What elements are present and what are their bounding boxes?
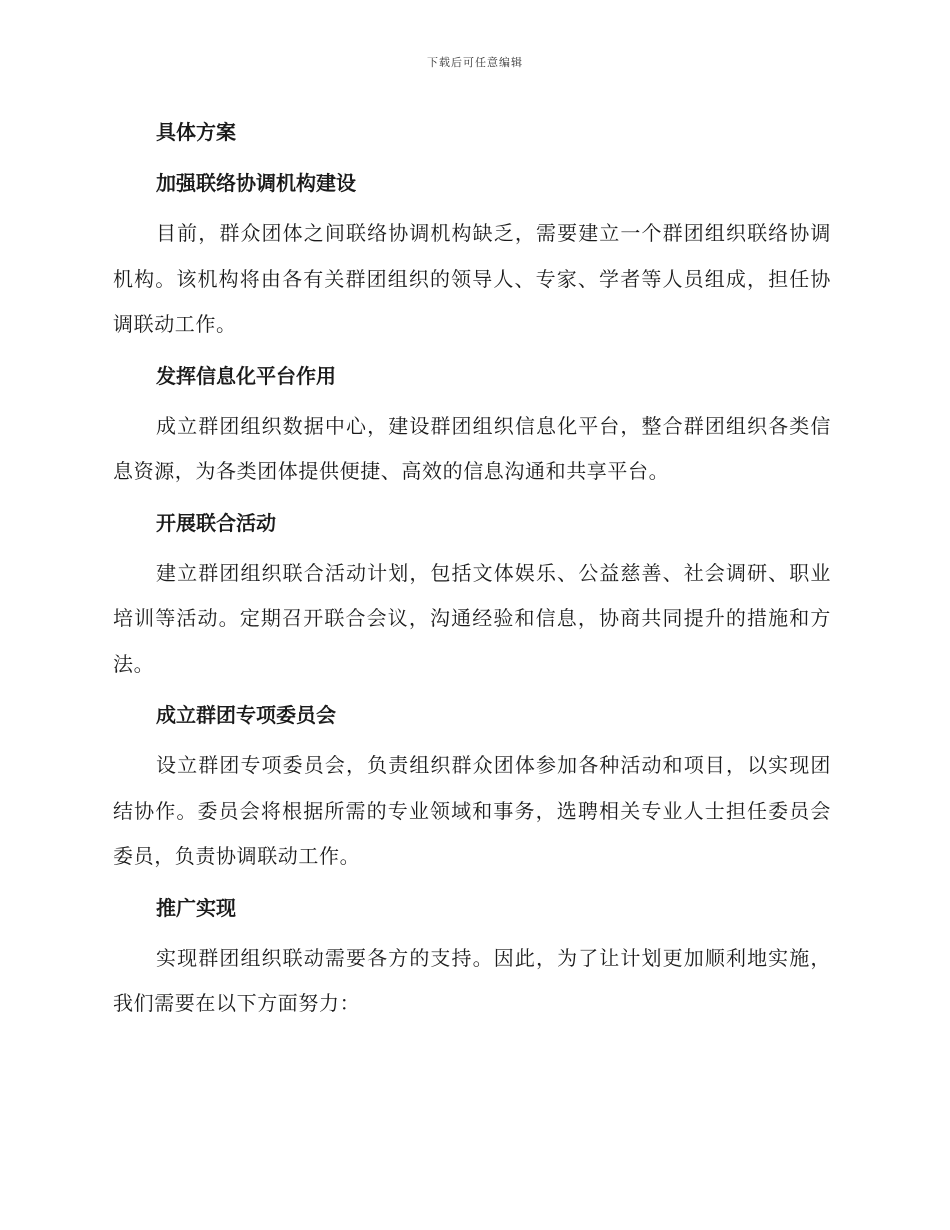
section-heading: 发挥信息化平台作用 — [156, 363, 336, 388]
section-paragraph: 建立群团组织联合活动计划，包括文体娱乐、公益慈善、社会调研、职业培训等活动。定期召开联合会议，沟通经验和信息，协商共同提升的措施和方法。 — [113, 560, 831, 676]
section-heading: 成立群团专项委员会 — [156, 703, 336, 727]
section-paragraph: 成立群团组织数据中心，建设群团组织信息化平台，整合群团组织各类信息资源，为各类团体提供便捷、高效的信息沟通和共享平台。 — [113, 413, 831, 483]
section-heading: 加强联络协调机构建设 — [156, 171, 356, 195]
section-heading: 开展联合活动 — [156, 510, 276, 535]
section-paragraph: 目前，群众团体之间联络协调机构缺乏，需要建立一个群团组织联络协调机构。该机构将由各有关群团组织的领导人、专家、学者等人员组成，担任协调联动工作。 — [113, 221, 831, 336]
document-body — [113, 104, 831, 1032]
section-paragraph: 设立群团专项委员会，负责组织群众团体参加各种活动和项目，以实现团结协作。委员会将根据所需的专业领域和事务，选聘相关专业人士担任委员会委员，负责协调联动工作。 — [113, 753, 831, 868]
section-heading: 推广实现 — [156, 895, 236, 920]
section-heading: 具体方案 — [156, 120, 236, 144]
section-paragraph: 实现群团组织联动需要各方的支持。因此，为了让计划更加顺利地实施，我们需要在以下方面努力： — [113, 945, 831, 1015]
page-header: 下载后可任意编辑 — [427, 56, 523, 69]
